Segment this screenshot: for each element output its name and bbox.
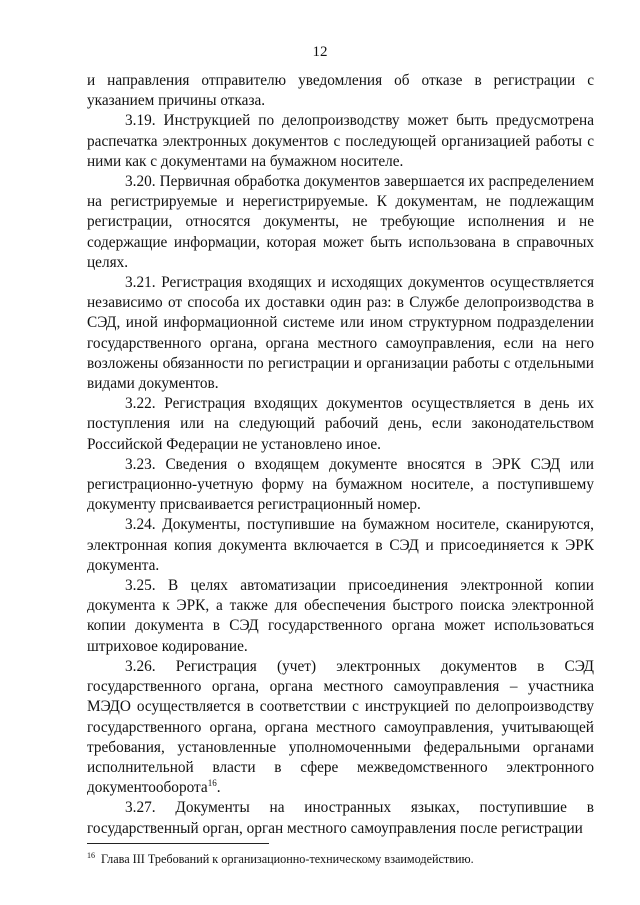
footnote <box>87 851 594 867</box>
paragraph-3-26-end: . <box>216 779 221 797</box>
footnote-divider <box>87 843 269 844</box>
paragraph-3-25: 3.25. В целях автоматизации присоединения электронной копии документа к ЭРК, а также для обеспечения быстрого поиска электронной копии документа в СЭД государственного органа может использоваться штриховое кодирование. <box>87 577 594 655</box>
footnote-text: Глава III Требований к организационно-техническому взаимодействию. <box>101 852 474 866</box>
paragraph-3-24: 3.24. Документы, поступившие на бумажном носителе, сканируются, электронная копия документа включается в СЭД и присоединяется к ЭРК документа. <box>87 516 594 574</box>
paragraph-3-19: 3.19. Инструкцией по делопроизводству может быть предусмотрена распечатка электронных документов с последующей организацией работы с ними как с документами на бумажном носителе. <box>87 112 594 170</box>
paragraph-3-20: 3.20. Первичная обработка документов завершается их распределением на регистрируемые и нерегистрируемые. К документам, не подлежащим регистрации, относятся документы, не требующие исполнения и не содержащие информации, которая может быть использована в справочных целях. <box>87 173 594 271</box>
body-text <box>87 71 594 839</box>
paragraph-3-26-text: 3.26. Регистрация (учет) электронных документов в СЭД государственного органа, органа местного самоуправления – участника МЭДО осуществляется в соответствии с инструкцией по делопроизводству государственного органа, органа местного самоуправления, учитывающей требования, установленные уполномоченными федеральными органами исполнительной власти в сфере межведомственного электронного документооборота <box>87 657 594 797</box>
paragraph-3-22: 3.22. Регистрация входящих документов осуществляется в день их поступления или на следующий рабочий день, если законодательством Российской Федерации не установлено иное. <box>87 395 594 453</box>
paragraph-3-23: 3.23. Сведения о входящем документе вносятся в ЭРК СЭД или регистрационно-учетную форму на бумажном носителе, а поступившему документу присваивается регистрационный номер. <box>87 455 594 514</box>
footnote-reference: 16 <box>207 778 217 789</box>
paragraph-3-21: 3.21. Регистрация входящих и исходящих документов осуществляется независимо от способа их доставки один раз: в Службе делопроизводства в СЭД, иной информационной системе или ином структурном подразделении государственного органа, органа местного самоуправления, если на него возложены обязанности по регистрации и организации работы с отдельными видами документов. <box>87 274 594 393</box>
footnote-mark: 16 <box>87 851 95 860</box>
page-number: 12 <box>312 44 328 60</box>
paragraph-continuation: и направления отправителю уведомления об отказе в регистрации с указанием причины отказа. <box>87 72 594 110</box>
paragraph-3-26 <box>87 657 594 798</box>
paragraph-3-27: 3.27. Документы на иностранных языках, поступившие в государственный орган, орган местного самоуправления после регистрации <box>87 799 594 837</box>
